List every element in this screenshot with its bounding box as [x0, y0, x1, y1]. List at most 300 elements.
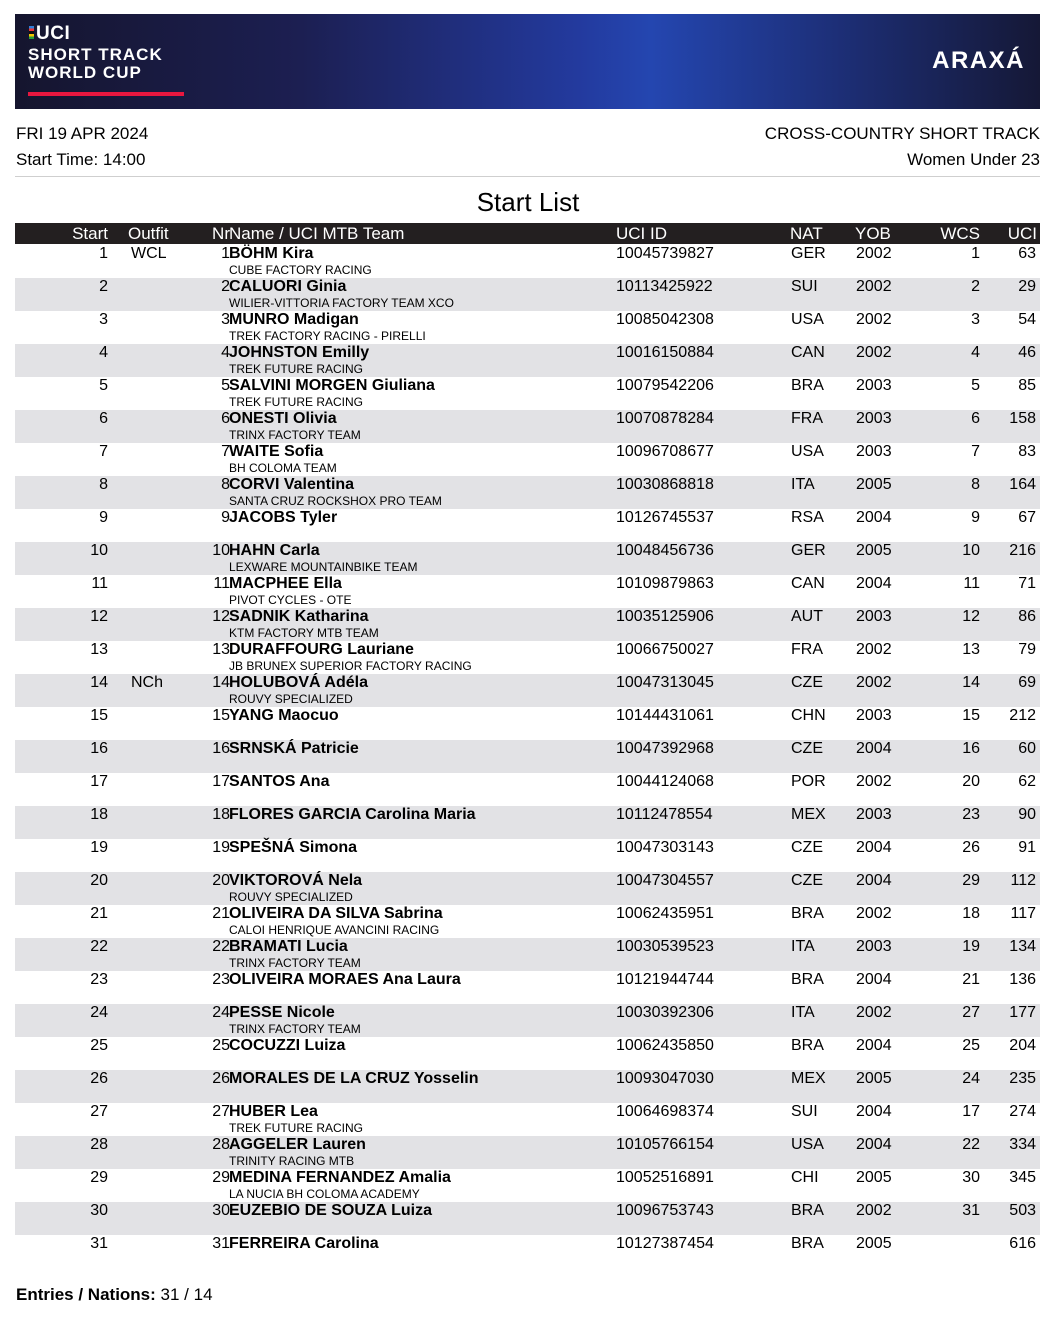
cell-uci: 134	[1009, 938, 1036, 955]
cell-uci-id: 10066750027	[616, 641, 714, 658]
cell-wcs: 25	[962, 1037, 980, 1054]
entries-label: Entries / Nations:	[16, 1285, 156, 1304]
table-row	[15, 641, 1040, 674]
cell-nat: SUI	[791, 278, 818, 295]
cell-wcs: 19	[962, 938, 980, 955]
col-uci-id: UCI ID	[616, 224, 667, 243]
rider-name: HUBER Lea	[229, 1103, 318, 1120]
cell-uci: 85	[1018, 377, 1036, 394]
rider-name: ONESTI Olivia	[229, 410, 337, 427]
cell-start: 26	[90, 1070, 108, 1087]
cell-uci: 86	[1018, 608, 1036, 625]
cell-nat: MEX	[791, 1070, 826, 1087]
cell-nr: 16	[212, 740, 230, 757]
table-row	[15, 1004, 1040, 1037]
cell-start: 23	[90, 971, 108, 988]
cell-uci: 204	[1009, 1037, 1036, 1054]
cell-yob: 2004	[856, 1136, 892, 1153]
team-name: TRINX FACTORY TEAM	[229, 956, 361, 970]
cell-uci-id: 10109879863	[616, 575, 714, 592]
cell-wcs: 3	[971, 311, 980, 328]
table-row	[15, 839, 1040, 872]
cell-nat: CHI	[791, 1169, 819, 1186]
table-row	[15, 740, 1040, 773]
table-row	[15, 938, 1040, 971]
cell-yob: 2004	[856, 872, 892, 889]
team-name: TRINX FACTORY TEAM	[229, 1022, 361, 1036]
cell-wcs: 27	[962, 1004, 980, 1021]
team-name: TREK FUTURE RACING	[229, 395, 364, 409]
cell-uci: 616	[1009, 1235, 1036, 1252]
table-row	[15, 542, 1040, 575]
cell-wcs: 11	[963, 575, 980, 592]
rider-name: CORVI Valentina	[229, 476, 355, 493]
cell-wcs: 12	[962, 608, 980, 625]
cell-nr: 23	[212, 971, 230, 988]
cell-uci: 112	[1010, 872, 1036, 889]
col-outfit: Outfit	[128, 224, 169, 243]
cell-start: 25	[90, 1037, 108, 1054]
team-name: BH COLOMA TEAM	[229, 461, 337, 475]
cell-nr: 1	[221, 245, 230, 262]
cell-nr: 22	[212, 938, 230, 955]
rider-name: SADNIK Katharina	[229, 608, 369, 625]
cell-start: 21	[90, 905, 108, 922]
entries-summary	[16, 1285, 213, 1305]
cell-nr: 5	[221, 377, 230, 394]
table-row	[15, 905, 1040, 938]
cell-wcs: 23	[962, 806, 980, 823]
cell-nat: AUT	[791, 608, 823, 625]
team-name: CUBE FACTORY RACING	[229, 263, 372, 277]
cell-uci-id: 10047303143	[616, 839, 714, 856]
cell-start: 17	[90, 773, 108, 790]
rider-name: JACOBS Tyler	[229, 509, 338, 526]
cell-uci-id: 10016150884	[616, 344, 714, 361]
rider-name: OLIVEIRA MORAES Ana Laura	[229, 971, 461, 988]
rider-name: CALUORI Ginia	[229, 278, 347, 295]
cell-nat: CZE	[791, 674, 823, 691]
cell-yob: 2003	[856, 608, 892, 625]
cell-uci: 177	[1009, 1004, 1036, 1021]
table-row	[15, 344, 1040, 377]
cell-uci-id: 10044124068	[616, 773, 714, 790]
cell-wcs: 5	[971, 377, 980, 394]
cell-yob: 2004	[856, 1103, 892, 1120]
table-row	[15, 1037, 1040, 1070]
cell-nr: 20	[212, 872, 230, 889]
cell-start: 1	[99, 245, 108, 262]
cell-yob: 2003	[856, 443, 892, 460]
cell-wcs: 21	[962, 971, 980, 988]
cell-wcs: 31	[962, 1202, 980, 1219]
table-row	[15, 971, 1040, 1004]
cell-nr: 11	[213, 575, 230, 592]
table-row	[15, 377, 1040, 410]
cell-start: 27	[90, 1103, 108, 1120]
table-row	[15, 707, 1040, 740]
cell-yob: 2002	[856, 674, 892, 691]
cell-nat: RSA	[791, 509, 824, 526]
cell-start: 24	[90, 1004, 108, 1021]
cell-yob: 2004	[856, 971, 892, 988]
rider-name: FERREIRA Carolina	[229, 1235, 379, 1252]
cell-uci: 164	[1009, 476, 1036, 493]
cell-start: 11	[91, 575, 108, 592]
cell-uci-id: 10093047030	[616, 1070, 714, 1087]
cell-yob: 2003	[856, 410, 892, 427]
table-row	[15, 575, 1040, 608]
cell-nr: 15	[212, 707, 230, 724]
start-list-table	[15, 245, 1040, 1268]
cell-start: 7	[99, 443, 108, 460]
rider-name: BRAMATI Lucia	[229, 938, 348, 955]
cell-nat: CZE	[791, 839, 823, 856]
race-category: Women Under 23	[907, 150, 1040, 169]
cell-uci-id: 10030868818	[616, 476, 714, 493]
cell-uci-id: 10047313045	[616, 674, 714, 691]
rider-name: FLORES GARCIA Carolina Maria	[229, 806, 476, 823]
cell-nr: 14	[212, 674, 230, 691]
team-name: TREK FUTURE RACING	[229, 362, 364, 376]
cell-uci: 71	[1018, 575, 1036, 592]
cell-uci-id: 10096753743	[616, 1202, 714, 1219]
cell-start: 9	[99, 509, 108, 526]
cell-nat: MEX	[791, 806, 826, 823]
page-title: Start List	[476, 187, 580, 217]
cell-start: 19	[90, 839, 108, 856]
cell-nr: 9	[221, 509, 230, 526]
cell-uci-id: 10105766154	[616, 1136, 714, 1153]
cell-nr: 3	[221, 311, 230, 328]
cell-uci-id: 10070878284	[616, 410, 714, 427]
rider-name: PESSE Nicole	[229, 1004, 335, 1021]
cell-uci-id: 10048456736	[616, 542, 714, 559]
cell-wcs: 18	[962, 905, 980, 922]
cell-yob: 2004	[856, 740, 892, 757]
cell-start: 30	[90, 1202, 108, 1219]
table-row	[15, 1070, 1040, 1103]
cell-nr: 10	[212, 542, 230, 559]
col-nr: Nr	[212, 224, 230, 243]
cell-uci-id: 10096708677	[616, 443, 714, 460]
series-name-line1: SHORT TRACK	[28, 45, 163, 64]
cell-uci: 79	[1018, 641, 1036, 658]
table-row	[15, 509, 1040, 542]
cell-yob: 2005	[856, 1169, 892, 1186]
logo-underline	[28, 92, 184, 96]
cell-wcs: 9	[971, 509, 980, 526]
cell-yob: 2002	[856, 278, 892, 295]
cell-uci: 69	[1018, 674, 1036, 691]
cell-uci-id: 10052516891	[616, 1169, 714, 1186]
cell-wcs: 17	[962, 1103, 980, 1120]
cell-start: 15	[90, 707, 108, 724]
cell-start: 18	[90, 806, 108, 823]
team-name: LA NUCIA BH COLOMA ACADEMY	[229, 1187, 420, 1201]
rider-name: SPEŠNÁ Simona	[229, 839, 358, 856]
rider-name: COCUZZI Luiza	[229, 1037, 346, 1054]
cell-nr: 26	[212, 1070, 230, 1087]
cell-uci-id: 10045739827	[616, 245, 714, 262]
cell-uci: 334	[1009, 1136, 1036, 1153]
cell-uci: 345	[1009, 1169, 1036, 1186]
cell-wcs: 4	[971, 344, 980, 361]
cell-nat: BRA	[791, 971, 824, 988]
rider-name: HOLUBOVÁ Adéla	[229, 674, 368, 691]
cell-yob: 2005	[856, 476, 892, 493]
cell-wcs: 13	[962, 641, 980, 658]
table-row	[15, 311, 1040, 344]
cell-uci-id: 10079542206	[616, 377, 714, 394]
rider-name: VIKTOROVÁ Nela	[229, 872, 363, 889]
cell-uci-id: 10064698374	[616, 1103, 714, 1120]
cell-outfit: NCh	[131, 674, 164, 691]
team-name: SANTA CRUZ ROCKSHOX PRO TEAM	[229, 494, 442, 508]
cell-wcs: 30	[962, 1169, 980, 1186]
cell-yob: 2005	[856, 542, 892, 559]
table-row	[15, 476, 1040, 509]
table-row	[15, 1169, 1040, 1202]
col-name-team: Name / UCI MTB Team	[229, 224, 405, 243]
rider-name: DURAFFOURG Lauriane	[229, 641, 414, 658]
cell-uci: 274	[1009, 1103, 1036, 1120]
cell-nat: CZE	[791, 740, 823, 757]
cell-uci: 117	[1010, 905, 1036, 922]
cell-start: 16	[90, 740, 108, 757]
cell-yob: 2003	[856, 377, 892, 394]
table-row	[15, 1235, 1040, 1268]
team-name: CALOI HENRIQUE AVANCINI RACING	[229, 923, 440, 937]
table-row	[15, 245, 1040, 278]
cell-uci-id: 10085042308	[616, 311, 714, 328]
team-name: TRINITY RACING MTB	[229, 1154, 355, 1168]
cell-wcs: 6	[971, 410, 980, 427]
team-name: LEXWARE MOUNTAINBIKE TEAM	[229, 560, 418, 574]
team-name: ROUVY SPECIALIZED	[229, 890, 353, 904]
col-start: Start	[72, 224, 108, 243]
cell-wcs: 29	[962, 872, 980, 889]
cell-wcs: 16	[962, 740, 980, 757]
cell-start: 12	[90, 608, 108, 625]
cell-yob: 2004	[856, 509, 892, 526]
cell-nat: ITA	[791, 1004, 815, 1021]
cell-uci-id: 10144431061	[616, 707, 714, 724]
uci-logo-text: UCI	[36, 23, 71, 44]
team-name: WILIER-VITTORIA FACTORY TEAM XCO	[229, 296, 454, 310]
rider-name: SRNSKÁ Patricie	[229, 740, 359, 757]
cell-uci: 136	[1009, 971, 1036, 988]
cell-yob: 2005	[856, 1235, 892, 1252]
cell-start: 29	[90, 1169, 108, 1186]
cell-nat: ITA	[791, 938, 815, 955]
series-name-line2: WORLD CUP	[28, 63, 142, 82]
cell-nr: 30	[212, 1202, 230, 1219]
cell-yob: 2003	[856, 806, 892, 823]
cell-yob: 2003	[856, 938, 892, 955]
cell-uci: 216	[1009, 542, 1036, 559]
rider-name: EUZEBIO DE SOUZA Luiza	[229, 1202, 432, 1219]
cell-uci: 54	[1018, 311, 1036, 328]
cell-start: 10	[90, 542, 108, 559]
cell-uci-id: 10126745537	[616, 509, 714, 526]
cell-wcs: 8	[971, 476, 980, 493]
rider-name: MUNRO Madigan	[229, 311, 359, 328]
col-yob: YOB	[855, 224, 891, 243]
cell-nr: 21	[212, 905, 230, 922]
cell-yob: 2002	[856, 311, 892, 328]
cell-nat: BRA	[791, 1235, 824, 1252]
rider-name: HAHN Carla	[229, 542, 320, 559]
cell-nr: 24	[212, 1004, 230, 1021]
cell-nr: 25	[212, 1037, 230, 1054]
rider-name: BÖHM Kira	[229, 245, 314, 262]
table-row	[15, 443, 1040, 476]
cell-nat: USA	[791, 1136, 824, 1153]
cell-uci: 91	[1018, 839, 1036, 856]
cell-wcs: 14	[962, 674, 980, 691]
rider-name: MORALES DE LA CRUZ Yosselin	[229, 1070, 479, 1087]
cell-yob: 2002	[856, 905, 892, 922]
table-row	[15, 1202, 1040, 1235]
rider-name: AGGELER Lauren	[229, 1136, 366, 1153]
cell-uci-id: 10121944744	[616, 971, 714, 988]
cell-nr: 29	[212, 1169, 230, 1186]
cell-yob: 2002	[856, 773, 892, 790]
cell-wcs: 24	[962, 1070, 980, 1087]
table-row	[15, 674, 1040, 707]
cell-uci: 60	[1018, 740, 1036, 757]
cell-yob: 2004	[856, 575, 892, 592]
cell-wcs: 22	[962, 1136, 980, 1153]
rider-name: JOHNSTON Emilly	[229, 344, 370, 361]
cell-start: 22	[90, 938, 108, 955]
cell-uci: 212	[1009, 707, 1036, 724]
cell-yob: 2004	[856, 839, 892, 856]
cell-wcs: 7	[971, 443, 980, 460]
table-row	[15, 608, 1040, 641]
cell-nat: BRA	[791, 905, 824, 922]
cell-uci-id: 10047304557	[616, 872, 714, 889]
cell-nat: SUI	[791, 1103, 818, 1120]
cell-wcs: 26	[962, 839, 980, 856]
cell-start: 8	[99, 476, 108, 493]
cell-nr: 7	[221, 443, 230, 460]
entries-value: 31 / 14	[160, 1285, 213, 1304]
rider-name: SALVINI MORGEN Giuliana	[229, 377, 435, 394]
table-row	[15, 872, 1040, 905]
cell-nr: 6	[221, 410, 230, 427]
cell-nat: USA	[791, 443, 824, 460]
cell-start: 20	[90, 872, 108, 889]
rider-name: MACPHEE Ella	[229, 575, 342, 592]
rider-name: OLIVEIRA DA SILVA Sabrina	[229, 905, 443, 922]
cell-yob: 2002	[856, 1004, 892, 1021]
cell-uci: 158	[1009, 410, 1036, 427]
cell-uci-id: 10030539523	[616, 938, 714, 955]
cell-nr: 28	[212, 1136, 230, 1153]
event-banner	[15, 14, 1040, 109]
cell-nr: 18	[212, 806, 230, 823]
cell-wcs: 20	[962, 773, 980, 790]
cell-nat: CAN	[791, 344, 825, 361]
cell-nr: 2	[221, 278, 230, 295]
race-start-time: Start Time: 14:00	[16, 150, 146, 169]
cell-outfit: WCL	[131, 245, 167, 262]
table-row	[15, 1136, 1040, 1169]
cell-nr: 4	[221, 344, 230, 361]
cell-nat: GER	[791, 245, 826, 262]
cell-yob: 2002	[856, 641, 892, 658]
cell-uci-id: 10127387454	[616, 1235, 714, 1252]
cell-wcs: 1	[971, 245, 980, 262]
table-row	[15, 773, 1040, 806]
team-name: JB BRUNEX SUPERIOR FACTORY RACING	[229, 659, 472, 673]
uci-rainbow-logo-icon	[29, 26, 34, 39]
cell-uci: 29	[1018, 278, 1036, 295]
cell-start: 2	[99, 278, 108, 295]
table-row	[15, 1103, 1040, 1136]
table-row	[15, 806, 1040, 839]
cell-start: 3	[99, 311, 108, 328]
rider-name: MEDINA FERNANDEZ Amalia	[229, 1169, 451, 1186]
cell-wcs: 2	[971, 278, 980, 295]
cell-uci: 46	[1018, 344, 1036, 361]
cell-nat: FRA	[791, 410, 823, 427]
team-name: ROUVY SPECIALIZED	[229, 692, 353, 706]
cell-start: 31	[90, 1235, 108, 1252]
table-header	[15, 223, 1040, 244]
cell-yob: 2003	[856, 707, 892, 724]
cell-nr: 8	[221, 476, 230, 493]
cell-nat: BRA	[791, 1202, 824, 1219]
cell-uci-id: 10062435951	[616, 905, 714, 922]
team-name: TREK FACTORY RACING - PIRELLI	[229, 329, 426, 343]
cell-start: 5	[99, 377, 108, 394]
cell-uci: 235	[1009, 1070, 1036, 1087]
cell-start: 4	[99, 344, 108, 361]
col-wcs: WCS	[940, 224, 980, 243]
cell-yob: 2004	[856, 1037, 892, 1054]
table-row	[15, 410, 1040, 443]
cell-nat: GER	[791, 542, 826, 559]
cell-start: 13	[90, 641, 108, 658]
cell-yob: 2002	[856, 1202, 892, 1219]
team-name: TRINX FACTORY TEAM	[229, 428, 361, 442]
cell-uci: 90	[1018, 806, 1036, 823]
cell-uci: 63	[1018, 245, 1036, 262]
cell-uci-id: 10062435850	[616, 1037, 714, 1054]
race-date: FRI 19 APR 2024	[16, 124, 149, 143]
cell-nr: 13	[212, 641, 230, 658]
cell-start: 14	[90, 674, 108, 691]
team-name: TREK FUTURE RACING	[229, 1121, 364, 1135]
cell-uci: 67	[1018, 509, 1036, 526]
cell-uci-id: 10113425922	[616, 278, 713, 295]
cell-nr: 27	[212, 1103, 230, 1120]
cell-nat: ITA	[791, 476, 815, 493]
cell-nat: CAN	[791, 575, 825, 592]
cell-wcs: 10	[962, 542, 980, 559]
cell-nat: CZE	[791, 872, 823, 889]
cell-nr: 19	[212, 839, 230, 856]
cell-nr: 31	[212, 1235, 230, 1252]
cell-start: 28	[90, 1136, 108, 1153]
cell-uci-id: 10030392306	[616, 1004, 714, 1021]
cell-wcs: 15	[962, 707, 980, 724]
cell-uci: 503	[1009, 1202, 1036, 1219]
cell-start: 6	[99, 410, 108, 427]
